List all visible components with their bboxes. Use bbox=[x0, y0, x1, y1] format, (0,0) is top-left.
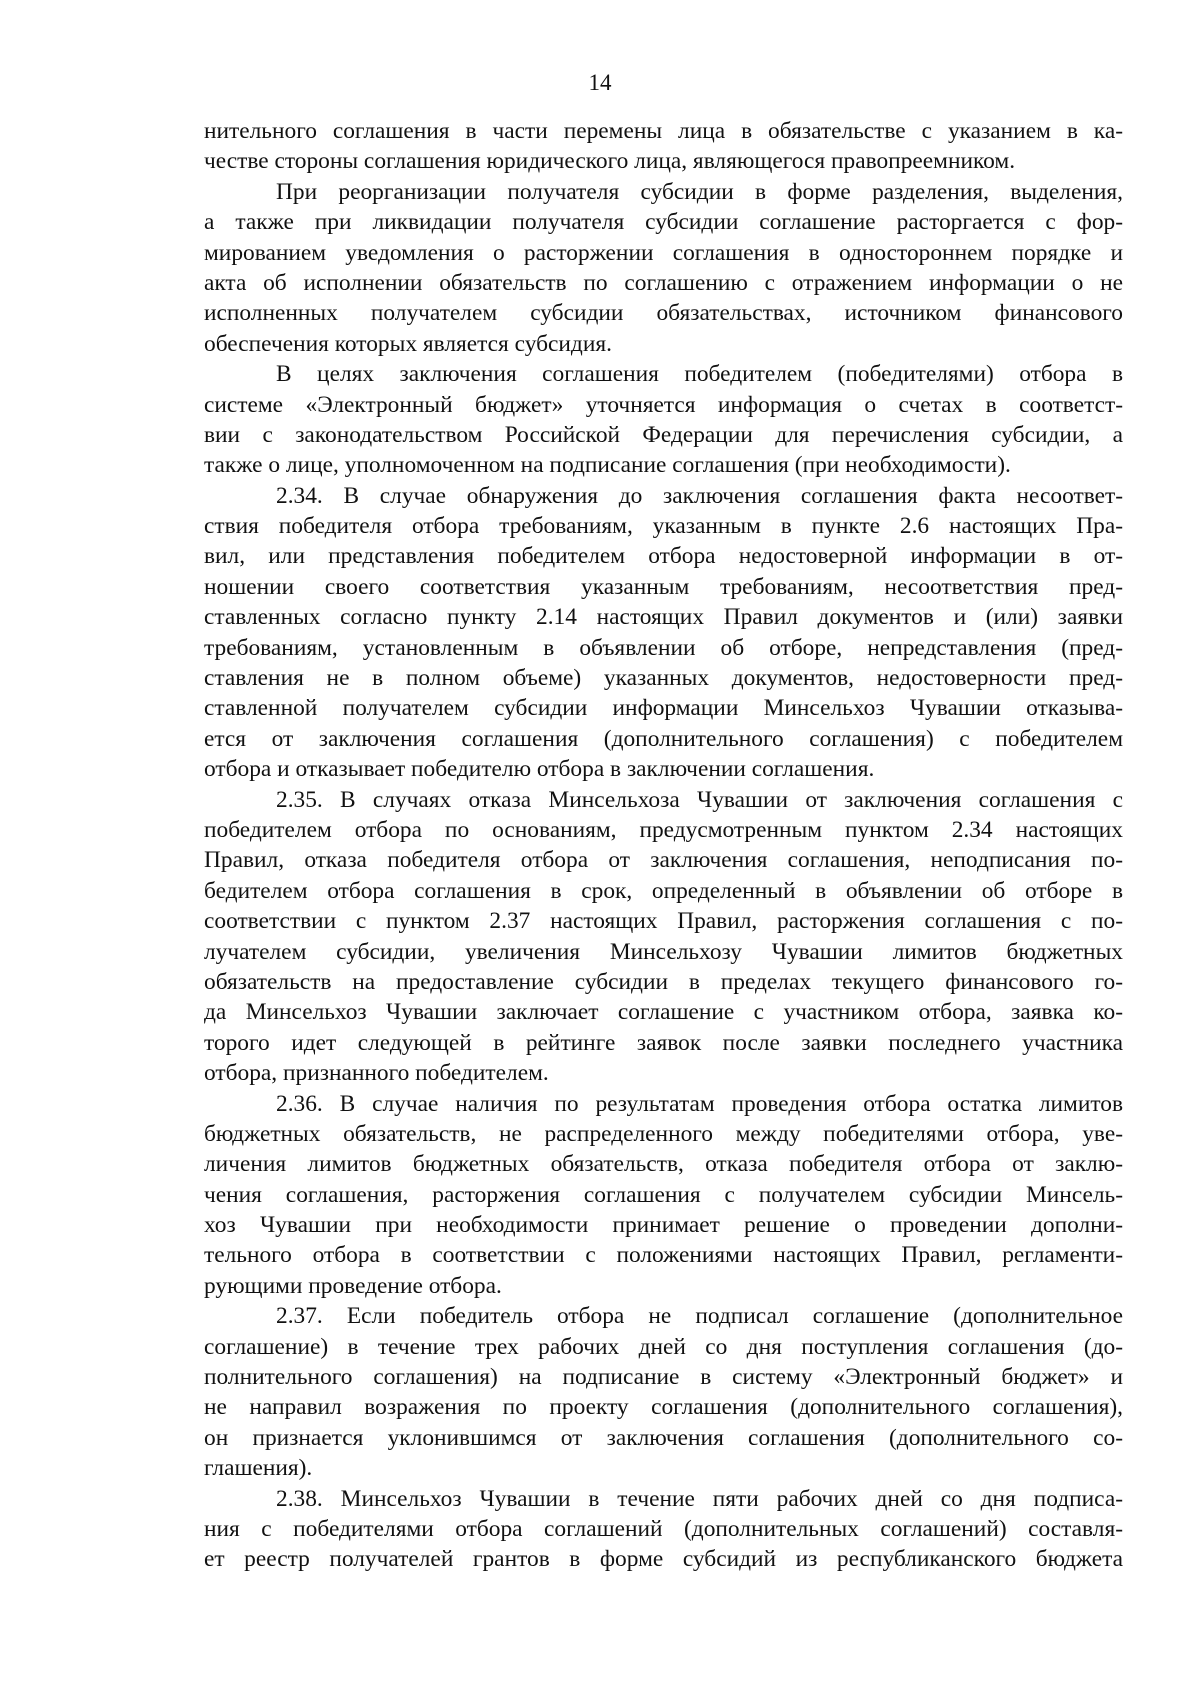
text-line: победителем отбора по основаниям, предусмотренным пунктом 2.34 настоящих bbox=[204, 816, 1123, 843]
text-line: он признается уклонившимся от заключения соглашения (дополнительного со- bbox=[204, 1424, 1123, 1451]
text-line: тельного отбора в соответствии с положениями настоящих Правил, регламенти- bbox=[204, 1242, 1123, 1269]
text-line: отбора и отказывает победителю отбора в заключении соглашения. bbox=[204, 756, 875, 783]
page-number: 14 bbox=[588, 70, 612, 95]
text-line: отбора, признанного победителем. bbox=[204, 1060, 549, 1087]
text-line: личения лимитов бюджетных обязательств, отказа победителя отбора от заклю- bbox=[204, 1151, 1123, 1178]
text-line: лучателем субсидии, увеличения Минсельхозу Чувашии лимитов бюджетных bbox=[204, 938, 1123, 965]
text-line: ставленной получателем субсидии информации Минсельхоз Чувашии отказыва- bbox=[204, 695, 1123, 722]
text-line: ется от заключения соглашения (дополнительного соглашения) с победителем bbox=[204, 725, 1123, 752]
text-line: соглашение) в течение трех рабочих дней со дня поступления соглашения (до- bbox=[204, 1333, 1123, 1360]
paragraph bbox=[204, 1484, 1123, 1575]
paragraph bbox=[204, 1089, 1123, 1302]
text-line: не направил возражения по проекту соглашения (дополнительного соглашения), bbox=[204, 1394, 1123, 1421]
text-line: рующими проведение отбора. bbox=[204, 1272, 502, 1299]
text-line: ствия победителя отбора требованиям, указанным в пункте 2.6 настоящих Пра- bbox=[204, 513, 1123, 540]
text-line: глашения). bbox=[204, 1455, 313, 1482]
text-line: При реорганизации получателя субсидии в форме разделения, выделения, bbox=[276, 178, 1123, 205]
text-line: а также при ликвидации получателя субсидии соглашение расторгается с фор- bbox=[204, 209, 1123, 236]
text-line: 2.37. Если победитель отбора не подписал соглашение (дополнительное bbox=[276, 1303, 1123, 1330]
text-line: честве стороны соглашения юридического лица, являющегося правопреемником. bbox=[204, 148, 1016, 175]
text-line: требованиям, установленным в объявлении об отборе, непредставления (пред- bbox=[204, 634, 1123, 661]
text-line: ния с победителями отбора соглашений (дополнительных соглашений) составля- bbox=[204, 1515, 1123, 1542]
text-line: торого идет следующей в рейтинге заявок после заявки последнего участника bbox=[204, 1029, 1123, 1056]
text-line: соответствии с пунктом 2.37 настоящих Правил, расторжения соглашения с по- bbox=[204, 908, 1123, 935]
text-line: исполненных получателем субсидии обязательствах, источником финансового bbox=[204, 300, 1123, 327]
text-line: 2.36. В случае наличия по результатам проведения отбора остатка лимитов bbox=[276, 1090, 1123, 1117]
text-line: В целях заключения соглашения победителем (победителями) отбора в bbox=[276, 361, 1123, 388]
text-line: чения соглашения, расторжения соглашения с получателем субсидии Минсель- bbox=[204, 1181, 1123, 1208]
text-line: обеспечения которых является субсидия. bbox=[204, 330, 612, 357]
text-line: полнительного соглашения) на подписание в систему «Электронный бюджет» и bbox=[204, 1364, 1123, 1391]
text-line: Правил, отказа победителя отбора от заключения соглашения, неподписания по- bbox=[204, 847, 1123, 874]
paragraph bbox=[204, 785, 1123, 1089]
text-line: бедителем отбора соглашения в срок, определенный в объявлении об отборе в bbox=[204, 877, 1123, 904]
text-line: да Минсельхоз Чувашии заключает соглашение с участником отбора, заявка ко- bbox=[204, 999, 1123, 1026]
text-line: хоз Чувашии при необходимости принимает решение о проведении дополни- bbox=[204, 1212, 1123, 1239]
paragraph bbox=[204, 481, 1123, 785]
text-line: обязательств на предоставление субсидии в пределах текущего финансового го- bbox=[204, 968, 1123, 995]
text-line: вии с законодательством Российской Федерации для перечисления субсидии, а bbox=[204, 421, 1123, 448]
text-line: 2.34. В случае обнаружения до заключения соглашения факта несоответ- bbox=[276, 482, 1123, 509]
text-line: бюджетных обязательств, не распределенного между победителями отбора, уве- bbox=[204, 1120, 1123, 1147]
paragraph bbox=[204, 177, 1123, 359]
text-line: мированием уведомления о расторжении соглашения в одностороннем порядке и bbox=[204, 239, 1123, 266]
text-line: 2.35. В случаях отказа Минсельхоза Чувашии от заключения соглашения с bbox=[276, 786, 1123, 813]
paragraph bbox=[204, 116, 1123, 177]
text-line: акта об исполнении обязательств по соглашению с отражением информации о не bbox=[204, 269, 1123, 296]
paragraph bbox=[204, 1301, 1123, 1483]
text-line: ношении своего соответствия указанным требованиям, несоответствия пред- bbox=[204, 573, 1123, 600]
document-body bbox=[204, 116, 1123, 1575]
text-line: ставления не в полном объеме) указанных документов, недостоверности пред- bbox=[204, 665, 1123, 692]
text-line: ставленных согласно пункту 2.14 настоящих Правил документов и (или) заявки bbox=[204, 604, 1123, 631]
text-line: также о лице, уполномоченном на подписание соглашения (при необходимости). bbox=[204, 452, 1011, 479]
text-line: 2.38. Минсельхоз Чувашии в течение пяти рабочих дней со дня подписа- bbox=[276, 1485, 1123, 1512]
paragraph bbox=[204, 359, 1123, 481]
text-line: ет реестр получателей грантов в форме субсидий из республиканского бюджета bbox=[204, 1546, 1123, 1573]
text-line: вил, или представления победителем отбора недостоверной информации в от- bbox=[204, 543, 1123, 570]
text-line: системе «Электронный бюджет» уточняется информация о счетах в соответст- bbox=[204, 391, 1123, 418]
text-line: нительного соглашения в части перемены лица в обязательстве с указанием в ка- bbox=[204, 118, 1123, 144]
